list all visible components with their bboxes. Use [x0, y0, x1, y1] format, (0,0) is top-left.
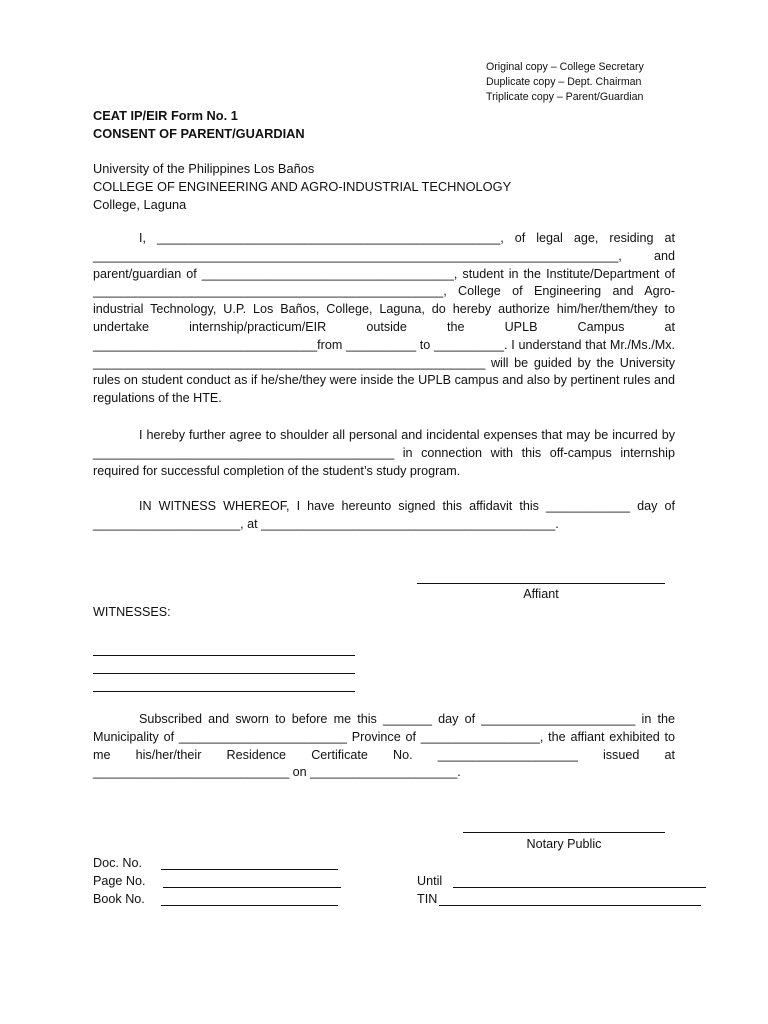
college-address: College, Laguna [93, 197, 187, 212]
witnesses-label: WITNESSES: [93, 605, 171, 619]
doc-no-line [161, 869, 338, 870]
affiant-label: Affiant [523, 587, 559, 601]
university-name: University of the Philippines Los Baños [93, 161, 315, 176]
copy-distribution [486, 60, 644, 105]
copy-original: Original copy – College Secretary [486, 61, 644, 73]
doc-no-label: Doc. No. [93, 856, 142, 870]
witness-whereof-text: IN WITNESS WHEREOF, I have hereunto signed this affidavit this ____________ day of _____________________, at __________________________________________. [93, 499, 675, 531]
tin-line [439, 905, 701, 906]
until-line [453, 887, 706, 888]
subscribed-text: Subscribed and sworn to before me this _______ day of ______________________ in the Municipality of ________________________ Province of _________________, the affiant exhibited to me his/her/their Residence Certificate No. ____________________ issued at ____________________________ on _____________________. [93, 712, 675, 780]
witness-line [93, 691, 355, 692]
until-label: Until [417, 874, 443, 888]
form-number: CEAT IP/EIR Form No. 1 [93, 108, 238, 123]
copy-duplicate: Duplicate copy – Dept. Chairman [486, 76, 642, 88]
college-name: COLLEGE OF ENGINEERING AND AGRO-INDUSTRIAL TECHNOLOGY [93, 179, 512, 194]
witness-whereof-paragraph [93, 498, 675, 534]
expenses-paragraph [93, 427, 675, 480]
page-no-line [163, 887, 341, 888]
form-title: CONSENT OF PARENT/GUARDIAN [93, 126, 305, 141]
page-no-label: Page No. [93, 874, 146, 888]
tin-label: TIN [417, 892, 438, 906]
expenses-text: I hereby further agree to shoulder all personal and incidental expenses that may be incurred by ___________________________________________ in connection with this off-campus internship required for successful completion of the student’s study program. [93, 428, 675, 478]
subscribed-paragraph [93, 711, 675, 782]
book-no-label: Book No. [93, 892, 145, 906]
witness-line [93, 673, 355, 674]
notary-signature-line [463, 832, 665, 833]
copy-triplicate: Triplicate copy – Parent/Guardian [486, 91, 644, 103]
witness-line [93, 655, 355, 656]
affiant-signature-line [417, 583, 665, 584]
consent-text: I, _________________________________________________, of legal age, residing at ___________________________________________________________________________, and parent/guardian of ____________________________________, student in the Institute/Department of __________________________________________________, College of Engineering and Agro-industrial Technology, U.P. Los Baños, College, Laguna, do hereby authorize him/her/them/they to undertake internship/practicum/EIR outside the UPLB Campus at ________________________________from __________ to __________. I understand that Mr./Ms./Mx. ________________________________________________________ will be guided by the University rules on student conduct as if he/she/they were inside the UPLB campus and also by pertinent rules and regulations of the HTE. [93, 231, 675, 406]
consent-paragraph [93, 230, 675, 408]
notary-label: Notary Public [526, 837, 602, 851]
book-no-line [161, 905, 338, 906]
institution-block [93, 160, 511, 214]
form-header [93, 107, 305, 143]
